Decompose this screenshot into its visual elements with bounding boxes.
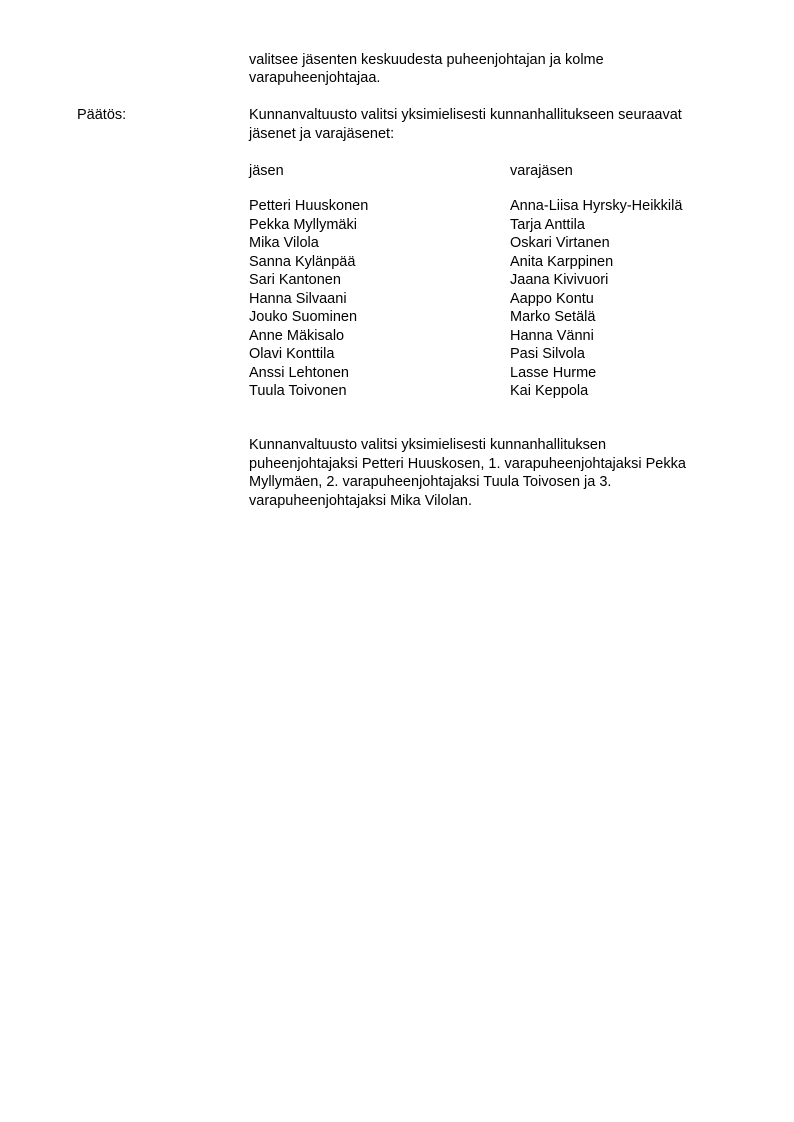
member-name: Anssi Lehtonen bbox=[249, 364, 349, 381]
chairs-line-4: varapuheenjohtajaksi Mika Vilolan. bbox=[249, 493, 473, 509]
deputy-name: Oskari Virtanen bbox=[510, 235, 610, 251]
deputy-name: Hanna Vänni bbox=[510, 327, 594, 344]
decision-label: Päätös: bbox=[77, 107, 127, 123]
member-name: Olavi Konttila bbox=[249, 346, 335, 362]
intro-line-1: valitsee jäsenten keskuudesta puheenjohtajan ja kolme bbox=[249, 52, 604, 68]
members-list bbox=[249, 197, 368, 401]
deputy-name: Kai Keppola bbox=[510, 383, 589, 399]
member-name: Anne Mäkisalo bbox=[249, 327, 345, 344]
chairs-line-1: Kunnanvaltuusto valitsi yksimielisesti kunnanhallituksen bbox=[249, 437, 607, 453]
member-name: Mika Vilola bbox=[249, 235, 319, 251]
deputy-name: Jaana Kivivuori bbox=[510, 272, 609, 288]
deputy-column-header: varajäsen bbox=[510, 163, 573, 179]
member-name: Pekka Myllymäki bbox=[249, 216, 357, 233]
deputy-name: Lasse Hurme bbox=[510, 364, 597, 381]
member-column-header: jäsen bbox=[249, 163, 284, 179]
deputy-name: Anita Karppinen bbox=[510, 253, 614, 270]
deputy-name: Marko Setälä bbox=[510, 309, 596, 325]
member-name: Petteri Huuskonen bbox=[249, 198, 369, 214]
deputy-name: Pasi Silvola bbox=[510, 346, 585, 362]
intro-line-2: varapuheenjohtajaa. bbox=[249, 70, 381, 86]
chairs-line-2: puheenjohtajaksi Petteri Huuskosen, 1. varapuheenjohtajaksi Pekka bbox=[249, 456, 686, 472]
decision-text-line-2: jäsenet ja varajäsenet: bbox=[249, 126, 395, 142]
member-name: Jouko Suominen bbox=[249, 309, 358, 325]
chairs-line-3: Myllymäen, 2. varapuheenjohtajaksi Tuula Toivosen ja 3. bbox=[249, 474, 612, 490]
deputy-name: Aappo Kontu bbox=[510, 290, 594, 307]
decision-text-line-1: Kunnanvaltuusto valitsi yksimielisesti kunnanhallitukseen seuraavat bbox=[249, 107, 682, 123]
member-name: Sanna Kylänpää bbox=[249, 253, 356, 270]
deputy-name: Anna-Liisa Hyrsky-Heikkilä bbox=[510, 198, 683, 214]
member-name: Tuula Toivonen bbox=[249, 383, 347, 399]
member-name: Sari Kantonen bbox=[249, 272, 341, 288]
member-name: Hanna Silvaani bbox=[249, 290, 347, 307]
deputy-name: Tarja Anttila bbox=[510, 216, 585, 233]
deputies-list bbox=[510, 197, 682, 401]
